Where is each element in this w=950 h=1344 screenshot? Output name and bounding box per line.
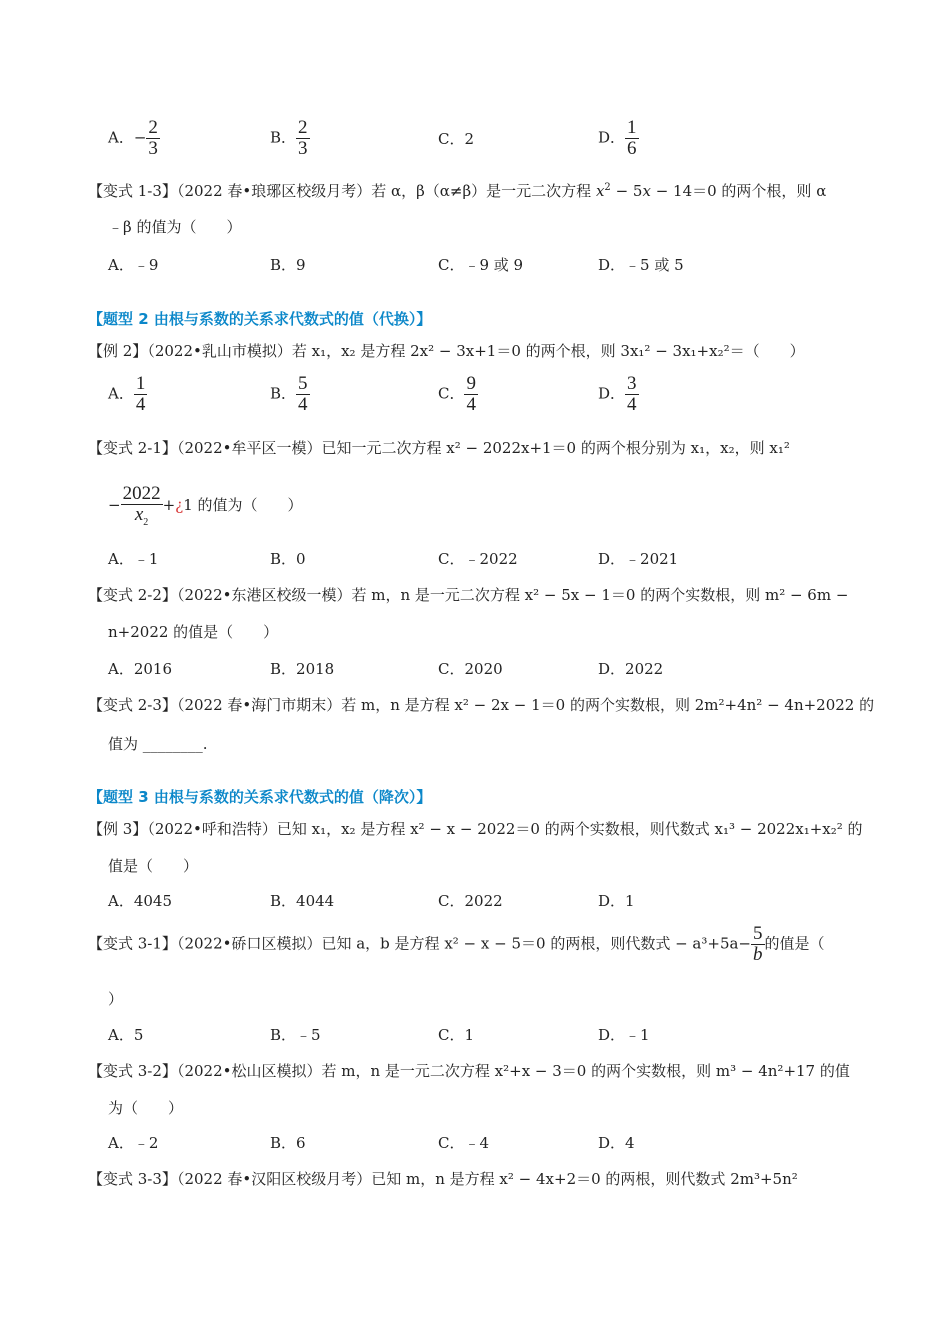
option-d: D．1 bbox=[598, 892, 635, 910]
fraction: $\frac{2}{3}$ bbox=[298, 117, 308, 159]
option-a: A． $\frac{1}{4}$ bbox=[108, 373, 146, 415]
question-v1-3: 【变式 1-3】（2022 春•琅琊区校级月考）若 α，β（α≠β）是一元二次方程 $x^2 - 5x - 14=0$ 的两个根，则 α bbox=[88, 182, 827, 200]
question-v2-3-cont: 值为 ________. bbox=[108, 735, 208, 753]
question-ex3: 【例 3】（2022•呼和浩特）已知 x₁，x₂ 是方程 x² − x − 2022＝0 的两个实数根，则代数式 x₁³ − 2022x₁+x₂² 的 bbox=[88, 820, 863, 838]
option-b: B．6 bbox=[270, 1134, 306, 1152]
option-d: D．2022 bbox=[598, 660, 664, 678]
option-c: C． $\frac{9}{4}$ bbox=[438, 373, 476, 415]
option-a: A．4045 bbox=[108, 892, 173, 910]
question-v3-1: 【变式 3-1】（2022•硚口区模拟）已知 a，b 是方程 x² − x − 5＝0 的两根，则代数式 − a³+5a− $\frac{5}{b}$ 的值是（ bbox=[88, 923, 825, 965]
option-b: B． $\frac{5}{4}$ bbox=[270, 373, 308, 415]
fraction: $\frac{1}{6}$ bbox=[627, 117, 637, 159]
fraction: $\frac{2}{3}$ bbox=[148, 117, 158, 159]
option-c: C．2020 bbox=[438, 660, 503, 678]
question-v3-2-cont: 为（ ） bbox=[108, 1099, 184, 1117]
option-c: C．﹣9 或 9 bbox=[438, 256, 524, 274]
option-a: A．5 bbox=[108, 1026, 144, 1044]
option-b: B．9 bbox=[270, 256, 306, 274]
option-d: D．﹣2021 bbox=[598, 550, 679, 568]
option-a: A．− $\frac{2}{3}$ bbox=[108, 117, 158, 159]
option-c: C．﹣4 bbox=[438, 1134, 490, 1152]
option-c: C．2 bbox=[438, 130, 475, 148]
question-ex3-cont: 值是（ ） bbox=[108, 857, 199, 875]
option-b: B． $\frac{2}{3}$ bbox=[270, 117, 308, 159]
option-a: A．2016 bbox=[108, 660, 173, 678]
option-d: D． $\frac{3}{4}$ bbox=[598, 373, 637, 415]
question-v2-2: 【变式 2-2】（2022•东港区校级一模）若 m，n 是一元二次方程 x² − 5x − 1＝0 的两个实数根，则 m² − 6m − bbox=[88, 586, 849, 604]
option-d: D． $\frac{1}{6}$ bbox=[598, 117, 637, 159]
option-d: D．﹣1 bbox=[598, 1026, 650, 1044]
option-a: A．﹣9 bbox=[108, 256, 159, 274]
question-v2-1-cont: − $\frac{2022}{x_2}$ +¿1 的值为（ ） bbox=[108, 483, 303, 528]
question-v3-2: 【变式 3-2】（2022•松山区模拟）若 m，n 是一元二次方程 x²+x − 3＝0 的两个实数根，则 m³ − 4n²+17 的值 bbox=[88, 1062, 850, 1080]
question-v2-2-cont: n+2022 的值是（ ） bbox=[108, 623, 279, 641]
question-ex2: 【例 2】（2022•乳山市模拟）若 x₁，x₂ 是方程 2x² − 3x+1＝0 的两个根，则 3x₁² − 3x₁+x₂²＝（ ） bbox=[88, 342, 805, 360]
question-v3-1-cont: ） bbox=[108, 990, 124, 1008]
option-a: A．﹣1 bbox=[108, 550, 159, 568]
option-d: D．4 bbox=[598, 1134, 635, 1152]
option-b: B．4044 bbox=[270, 892, 335, 910]
section-title-2: 【题型 2 由根与系数的关系求代数式的值（代换）】 bbox=[88, 310, 432, 328]
option-b: B．0 bbox=[270, 550, 306, 568]
option-b: B．2018 bbox=[270, 660, 335, 678]
section-title-3: 【题型 3 由根与系数的关系求代数式的值（降次）】 bbox=[88, 788, 432, 806]
option-c: C．1 bbox=[438, 1026, 475, 1044]
option-c: C．2022 bbox=[438, 892, 503, 910]
question-v3-3: 【变式 3-3】（2022 春•汉阳区校级月考）已知 m，n 是方程 x² − 4x+2＝0 的两根，则代数式 2m³+5n² bbox=[88, 1170, 798, 1188]
question-v2-3: 【变式 2-3】（2022 春•海门市期末）若 m，n 是方程 x² − 2x − 1＝0 的两个实数根，则 2m²+4n² − 4n+2022 的 bbox=[88, 696, 875, 714]
option-a: A．﹣2 bbox=[108, 1134, 159, 1152]
question-v2-1: 【变式 2-1】（2022•牟平区一模）已知一元二次方程 x² − 2022x+1＝0 的两个根分别为 x₁，x₂，则 x₁² bbox=[88, 439, 790, 457]
option-d: D．﹣5 或 5 bbox=[598, 256, 684, 274]
option-b: B．﹣5 bbox=[270, 1026, 321, 1044]
question-v1-3-cont: ﹣β 的值为（ ） bbox=[108, 218, 242, 236]
option-c: C．﹣2022 bbox=[438, 550, 518, 568]
